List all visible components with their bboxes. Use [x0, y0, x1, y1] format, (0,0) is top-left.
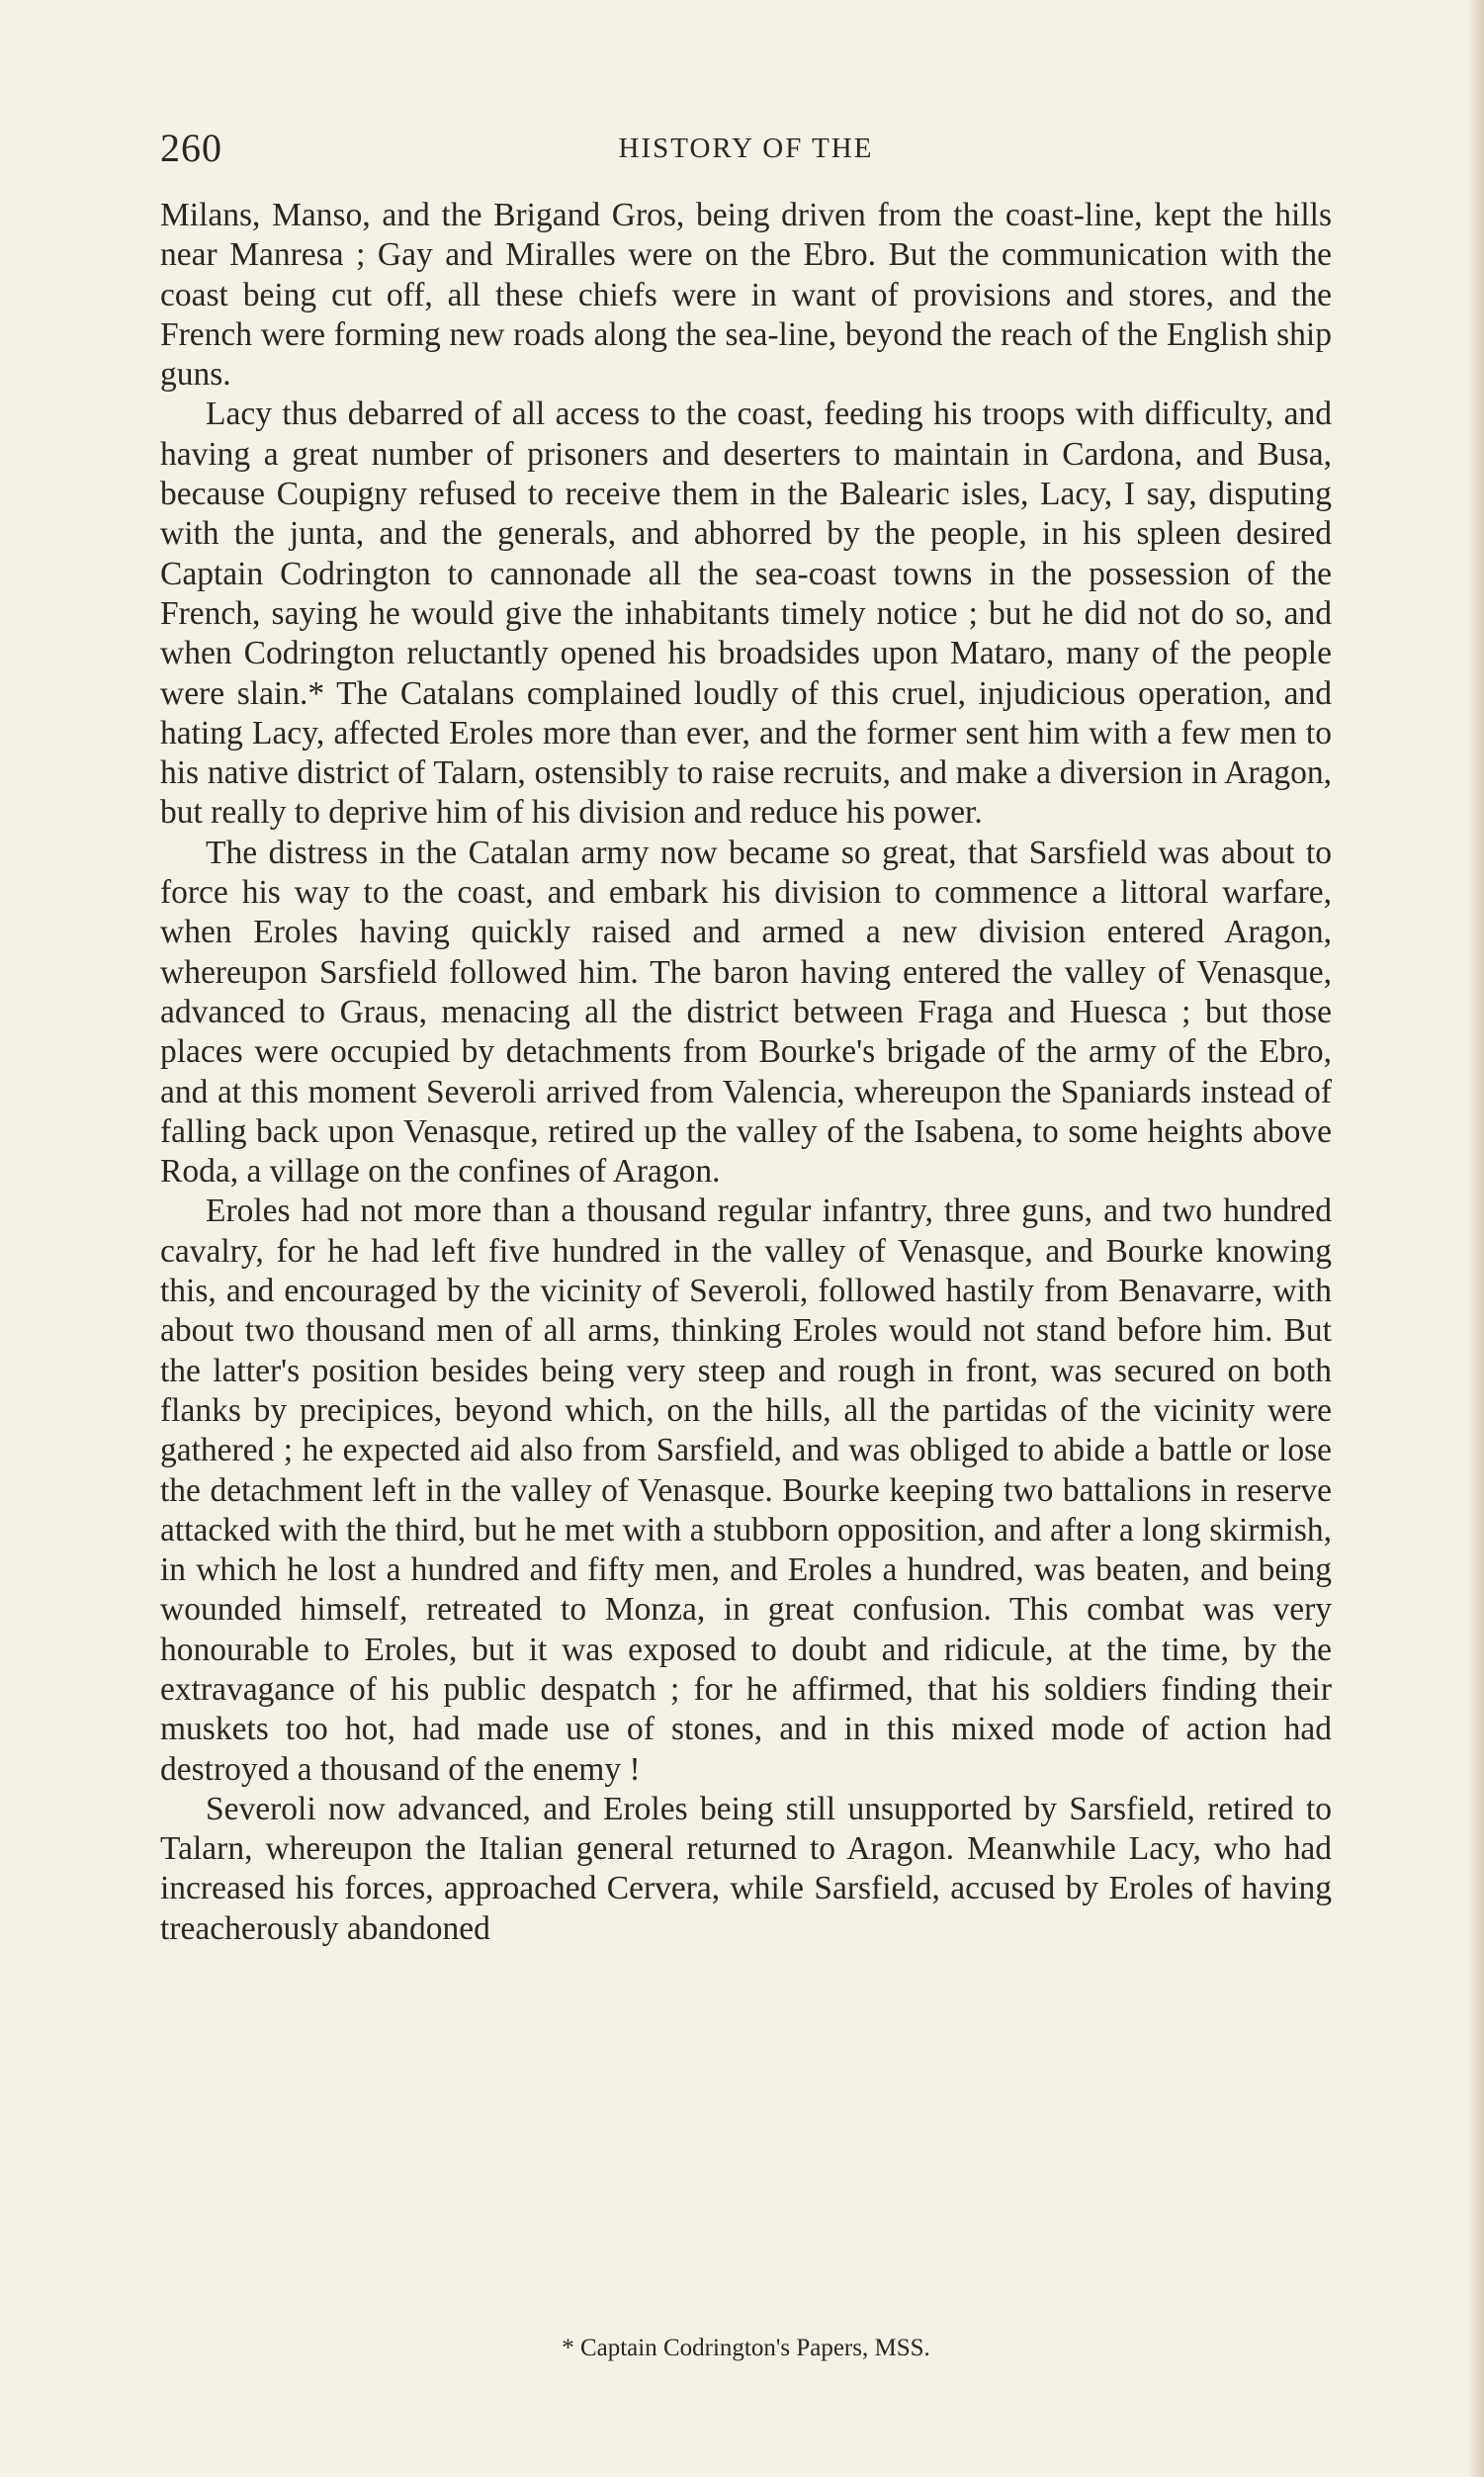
paragraph: Milans, Manso, and the Brigand Gros, being driven from the coast-line, kept the hills near Manresa ; Gay and Miralles were on the Ebro. But the communication with the coast being cut off, all these chiefs were in want of provisions and stores, and the French were forming new roads along the sea-line, beyond the reach of the English ship guns. [160, 197, 1332, 394]
paragraph: Lacy thus debarred of all access to the coast, feeding his troops with difficulty, and having a great number of prisoners and deserters to maintain in Cardona, and Busa, because Coupigny refused to receive them in the Balearic isles, Lacy, I say, disputing with the junta, and the generals, and abhorred by the people, in his spleen desired Captain Codrington to cannonade all the sea-coast towns in the possession of the French, saying he would give the inhabitants timely notice ; but he did not do so, and when Codrington reluctantly opened his broadsides upon Mataro, many of the people were slain.* The Catalans complained loudly of this cruel, injudicious operation, and hating Lacy, affected Eroles more than ever, and the former sent him with a few men to his native district of Talarn, ostensibly to raise recruits, and make a diversion in Aragon, but really to deprive him of his division and reduce his power. [160, 396, 1332, 832]
footnote: * Captain Codrington's Papers, MSS. [562, 2335, 930, 2361]
page-number: 260 [160, 126, 222, 170]
page-header [160, 127, 1332, 170]
paragraph: The distress in the Catalan army now became so great, that Sarsfield was about to force his way to the coast, and embark his division to commence a littoral warfare, when Eroles having quickly raised and armed a new division entered Aragon, whereupon Sarsfield followed him. The baron having entered the valley of Venasque, advanced to Graus, menacing all the district between Fraga and Huesca ; but those places were occupied by detachments from Bourke's brigade of the army of the Ebro, and at this moment Severoli arrived from Valencia, whereupon the Spaniards instead of falling back upon Venasque, retired up the valley of the Isabena, to some heights above Roda, a village on the confines of Aragon. [160, 834, 1332, 1191]
page-edge-shadow [1468, 0, 1484, 2477]
paragraph: Eroles had not more than a thousand regular infantry, three guns, and two hundred cavalry, for he had left five hundred in the valley of Venasque, and Bourke knowing this, and encouraged by the vicinity of Severoli, followed hastily from Benavarre, with about two thousand men of all arms, thinking Eroles would not stand before him. But the latter's position besides being very steep and rough in front, was secured on both flanks by precipices, beyond which, on the hills, all the partidas of the vicinity were gathered ; he expected aid also from Sarsfield, and was obliged to abide a battle or lose the detachment left in the valley of Venasque. Bourke keeping two battalions in reserve attacked with the third, but he met with a stubborn opposition, and after a long skirmish, in which he lost a hundred and fifty men, and Eroles a hundred, was beaten, and being wounded himself, retreated to Monza, in great confusion. This combat was very honourable to Eroles, but it was exposed to doubt and ridicule, at the time, by the extravagance of his public despatch ; for he affirmed, that his soldiers finding their muskets too hot, had made use of stones, and in this mixed mode of action had destroyed a thousand of the enemy ! [160, 1193, 1332, 1788]
body-text [160, 196, 1332, 1949]
paragraph: Severoli now advanced, and Eroles being still unsupported by Sarsfield, retired to Talarn, whereupon the Italian general returned to Aragon. Meanwhile Lacy, who had increased his forces, approached Cervera, while Sarsfield, accused by Eroles of having treacherously abandoned [160, 1790, 1332, 1947]
running-head: HISTORY OF THE [618, 133, 874, 164]
